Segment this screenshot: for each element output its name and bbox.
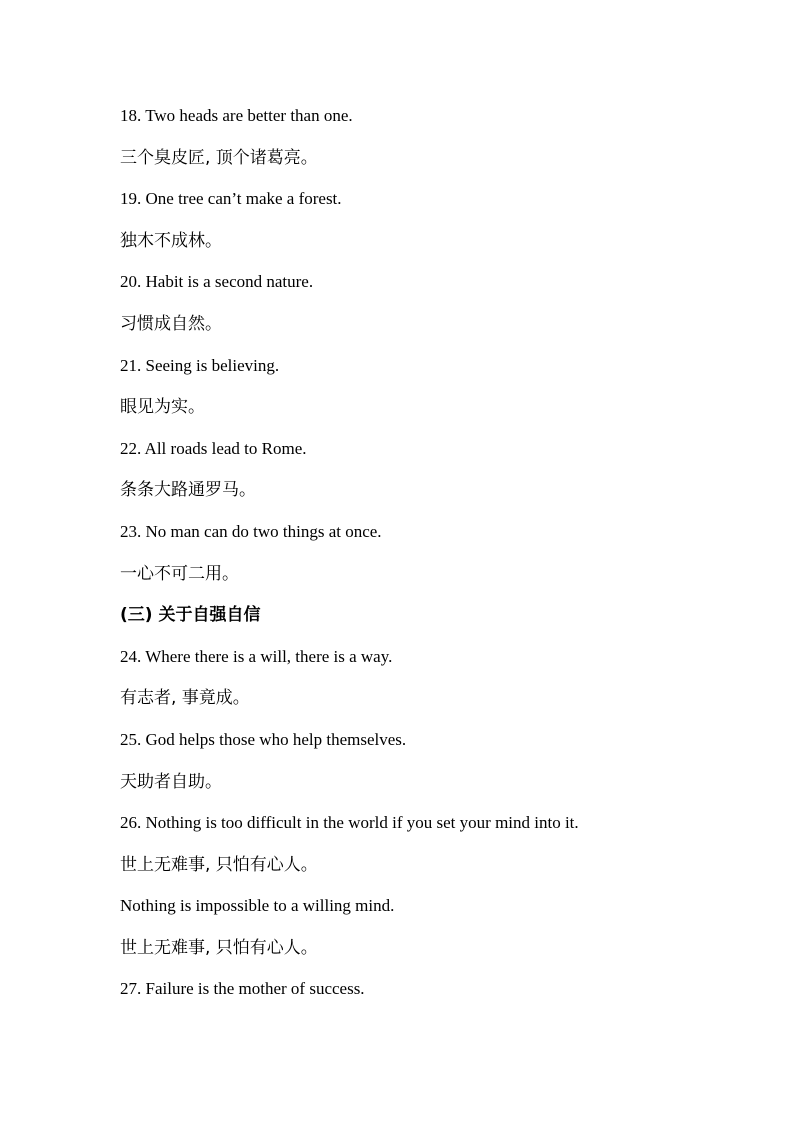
document-page	[120, 100, 740, 1015]
proverb-chinese-20: 习惯成自然。	[120, 313, 222, 334]
proverb-chinese-24: 有志者, 事竟成。	[120, 688, 250, 709]
section-heading: (三) 关于自强自信	[120, 605, 261, 626]
proverb-english-23: 23. No man can do two things at once.	[120, 521, 382, 541]
proverb-english-22: 22. All roads lead to Rome.	[120, 438, 307, 458]
proverb-chinese-25: 天助者自助。	[120, 771, 222, 792]
proverb-chinese-19: 独木不成林。	[120, 230, 222, 251]
proverb-english-21: 21. Seeing is believing.	[120, 355, 280, 375]
proverb-chinese-23: 一心不可二用。	[120, 563, 239, 584]
proverb-english-27: 27. Failure is the mother of success.	[120, 979, 365, 999]
proverb-chinese-22: 条条大路通罗马。	[120, 480, 256, 501]
proverb-chinese-18: 三个臭皮匠, 顶个诸葛亮。	[120, 147, 318, 168]
proverb-chinese-26: 世上无难事, 只怕有心人。	[120, 854, 318, 875]
proverb-english-26: 26. Nothing is too difficult in the world if you set your mind into it.	[120, 813, 579, 833]
proverb-chinese-21: 眼见为实。	[120, 397, 205, 418]
proverb-chinese-26-alt: 世上无难事, 只怕有心人。	[120, 937, 318, 958]
proverb-english-25: 25. God helps those who help themselves.	[120, 729, 407, 749]
proverb-english-20: 20. Habit is a second nature.	[120, 272, 314, 292]
proverb-english-19: 19. One tree can’t make a forest.	[120, 189, 342, 209]
proverb-english-26-alt: Nothing is impossible to a willing mind.	[120, 896, 395, 916]
proverb-english-18: 18. Two heads are better than one.	[120, 106, 353, 125]
proverb-english-24: 24. Where there is a will, there is a way.	[120, 646, 393, 666]
